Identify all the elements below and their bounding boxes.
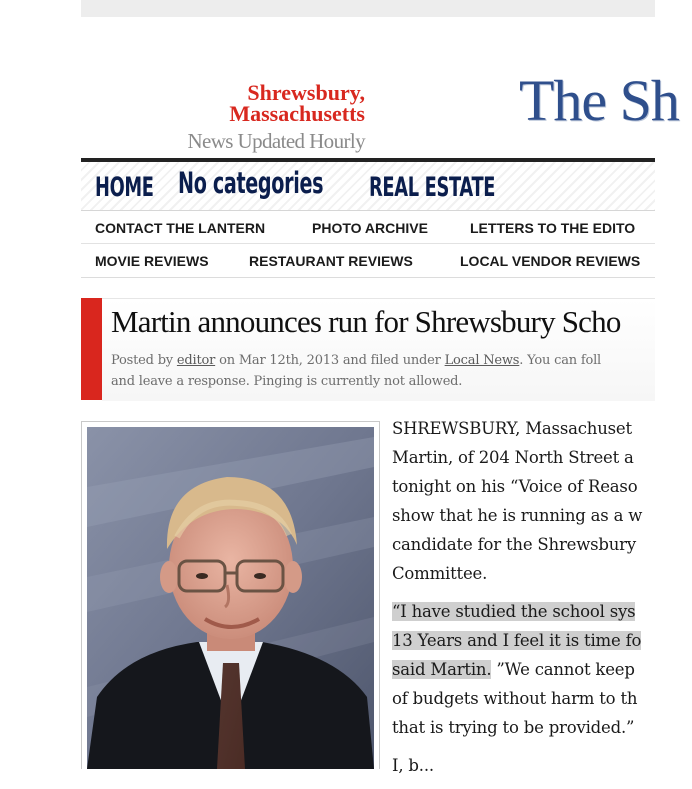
follow-text: . You can foll: [519, 353, 602, 368]
category-real-estate-link[interactable]: REAL ESTATE: [369, 172, 496, 203]
top-bar: [81, 0, 655, 17]
article-line: SHREWSBURY, Massachuset: [392, 419, 632, 438]
article-line: Martin, of 204 North Street a: [392, 448, 634, 467]
article-photo: [81, 421, 380, 769]
site-location: [81, 82, 365, 124]
page-nav: [81, 211, 655, 278]
nav-letters-link[interactable]: LETTERS TO THE EDITO: [470, 220, 636, 236]
category-none-link[interactable]: No categories: [178, 166, 324, 200]
article-line: Committee.: [392, 564, 488, 583]
location-city: Shrewsbury,: [247, 80, 365, 105]
nav-contact-link[interactable]: CONTACT THE LANTERN: [95, 220, 266, 236]
post-date-text: on Mar 12th, 2013 and filed under: [219, 353, 441, 368]
location-state: Massachusetts: [229, 101, 365, 126]
article-paragraph: I, b...: [392, 756, 434, 775]
nav-movie-reviews-link[interactable]: MOVIE REVIEWS: [95, 253, 209, 269]
article-line: show that he is running as a w: [392, 506, 643, 525]
article-line: of budgets without harm to th: [392, 689, 638, 708]
post-meta: [111, 350, 671, 392]
article-line: that is trying to be provided.”: [392, 718, 635, 737]
page-nav-row: [81, 211, 655, 244]
article-line: ”We cannot keep: [491, 660, 635, 679]
category-home-link[interactable]: HOME: [95, 172, 154, 203]
post-title[interactable]: Martin announces run for Shrewsbury Scho: [111, 304, 621, 339]
nav-vendor-reviews-link[interactable]: LOCAL VENDOR REVIEWS: [460, 253, 641, 269]
post-header: [81, 298, 655, 400]
highlighted-quote: “I have studied the school sys: [392, 602, 636, 621]
article-line: candidate for the Shrewsbury: [392, 535, 636, 554]
posted-by-label: Posted by: [111, 353, 173, 368]
post-meta-line: [111, 350, 671, 371]
category-link[interactable]: Local News: [444, 353, 520, 368]
category-nav: [81, 162, 655, 211]
article-paragraph: [392, 597, 692, 742]
article-line: tonight on his “Voice of Reaso: [392, 477, 638, 496]
page-nav-row: [81, 244, 655, 276]
author-link[interactable]: editor: [176, 353, 216, 368]
nav-restaurant-reviews-link[interactable]: RESTAURANT REVIEWS: [249, 253, 413, 269]
nav-photo-archive-link[interactable]: PHOTO ARCHIVE: [312, 220, 428, 236]
article-body: [392, 414, 692, 789]
site-tagline: News Updated Hourly: [187, 129, 365, 153]
portrait-photo: [87, 427, 374, 769]
post-meta-line: and leave a response. Pinging is currently not allowed.: [111, 374, 463, 389]
site-masthead[interactable]: The Sh: [519, 68, 679, 133]
highlighted-quote: said Martin.: [392, 660, 492, 679]
article-paragraph: [392, 414, 692, 588]
post-accent-bar: [81, 298, 102, 400]
highlighted-quote: 13 Years and I feel it is time fo: [392, 631, 642, 650]
